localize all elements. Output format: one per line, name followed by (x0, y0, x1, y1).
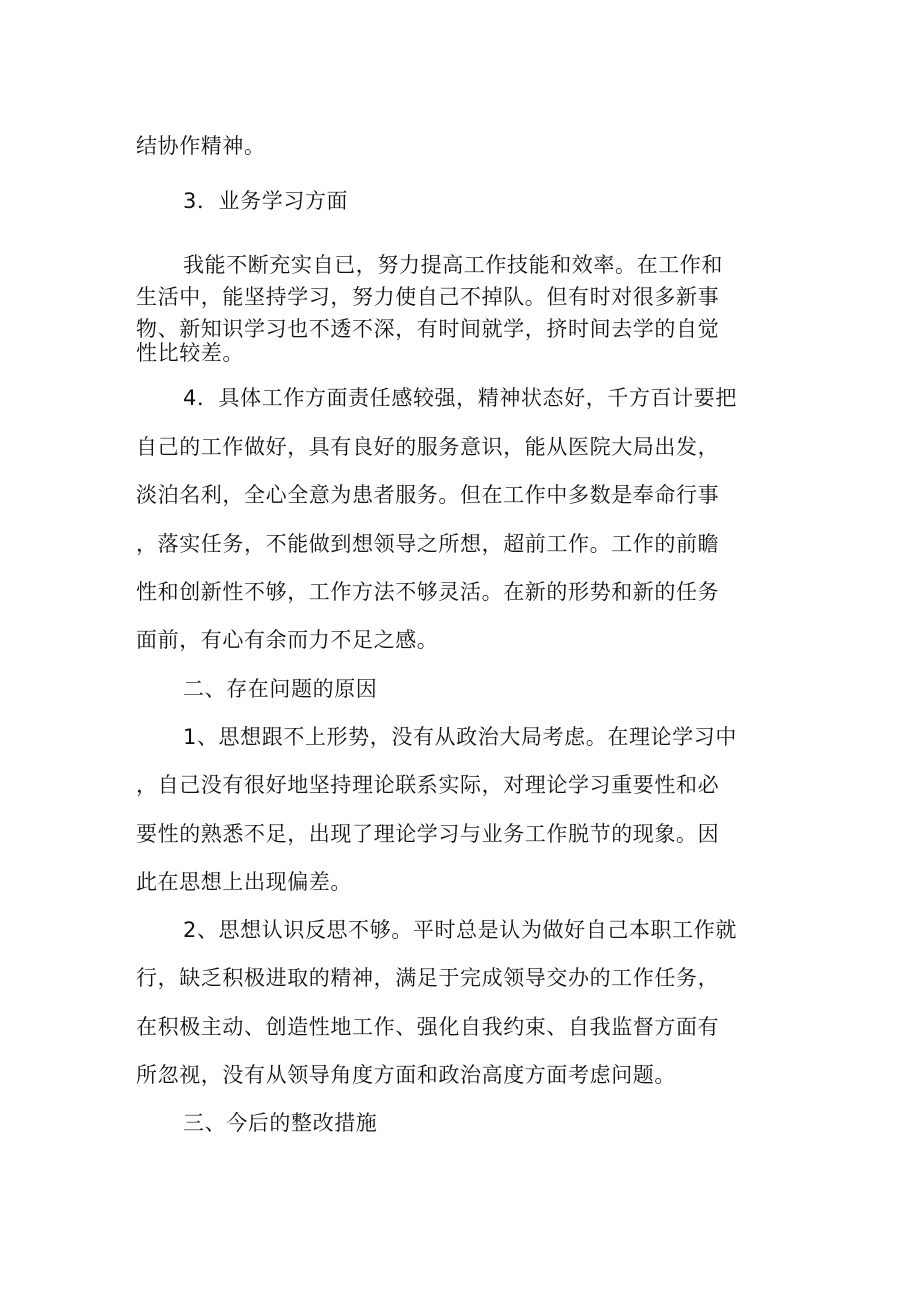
text-line: 2、思想认识反思不够。平时总是认为做好自己本职工作就 (183, 918, 737, 942)
text-line: 1、思想跟不上形势，没有从政治大局考虑。在理论学习中 (183, 725, 737, 749)
text-line: 性和创新性不够，工作方法不够灵活。在新的形势和新的任务 (136, 580, 720, 604)
text-line: 此在思想上出现偏差。 (136, 870, 352, 894)
text-line: 生活中，能坚持学习，努力使自己不掉队。但有时对很多新事 (136, 285, 720, 309)
section-heading: 3．业务学习方面 (183, 189, 349, 213)
text-line: 我能不断充实自已，努力提高工作技能和效率。在工作和 (183, 253, 723, 277)
text-line: 4．具体工作方面责任感较强，精神状态好，千方百计要把 (183, 386, 737, 410)
section-heading: 三、今后的整改措施 (183, 1111, 378, 1135)
text-line: ，落实任务，不能做到想领导之所想，超前工作。工作的前瞻 (136, 532, 720, 556)
text-line: 面前，有心有余而力不足之感。 (136, 628, 439, 652)
text-line: 行，缺乏积极进取的精神，满足于完成领导交办的工作任务， (136, 966, 720, 990)
text-line: ，自己没有很好地坚持理论联系实际，对理论学习重要性和必 (136, 773, 720, 797)
text-line: 性比较差。 (136, 341, 244, 365)
text-line: 淡泊名利，全心全意为患者服务。但在工作中多数是奉命行事 (136, 483, 720, 507)
text-line: 要性的熟悉不足，出现了理论学习与业务工作脱节的现象。因 (136, 822, 720, 846)
text-line: 结协作精神。 (136, 134, 266, 158)
text-line: 物、新知识学习也不透不深，有时间就学，挤时间去学的自觉 (136, 317, 720, 341)
text-line: 在积极主动、创造性地工作、强化自我约束、自我监督方面有 (136, 1015, 720, 1039)
section-heading: 二、存在问题的原因 (183, 677, 378, 701)
text-line: 自己的工作做好，具有良好的服务意识，能从医院大局出发， (136, 435, 720, 459)
text-line: 所忽视，没有从领导角度方面和政治高度方面考虑问题。 (136, 1063, 676, 1087)
